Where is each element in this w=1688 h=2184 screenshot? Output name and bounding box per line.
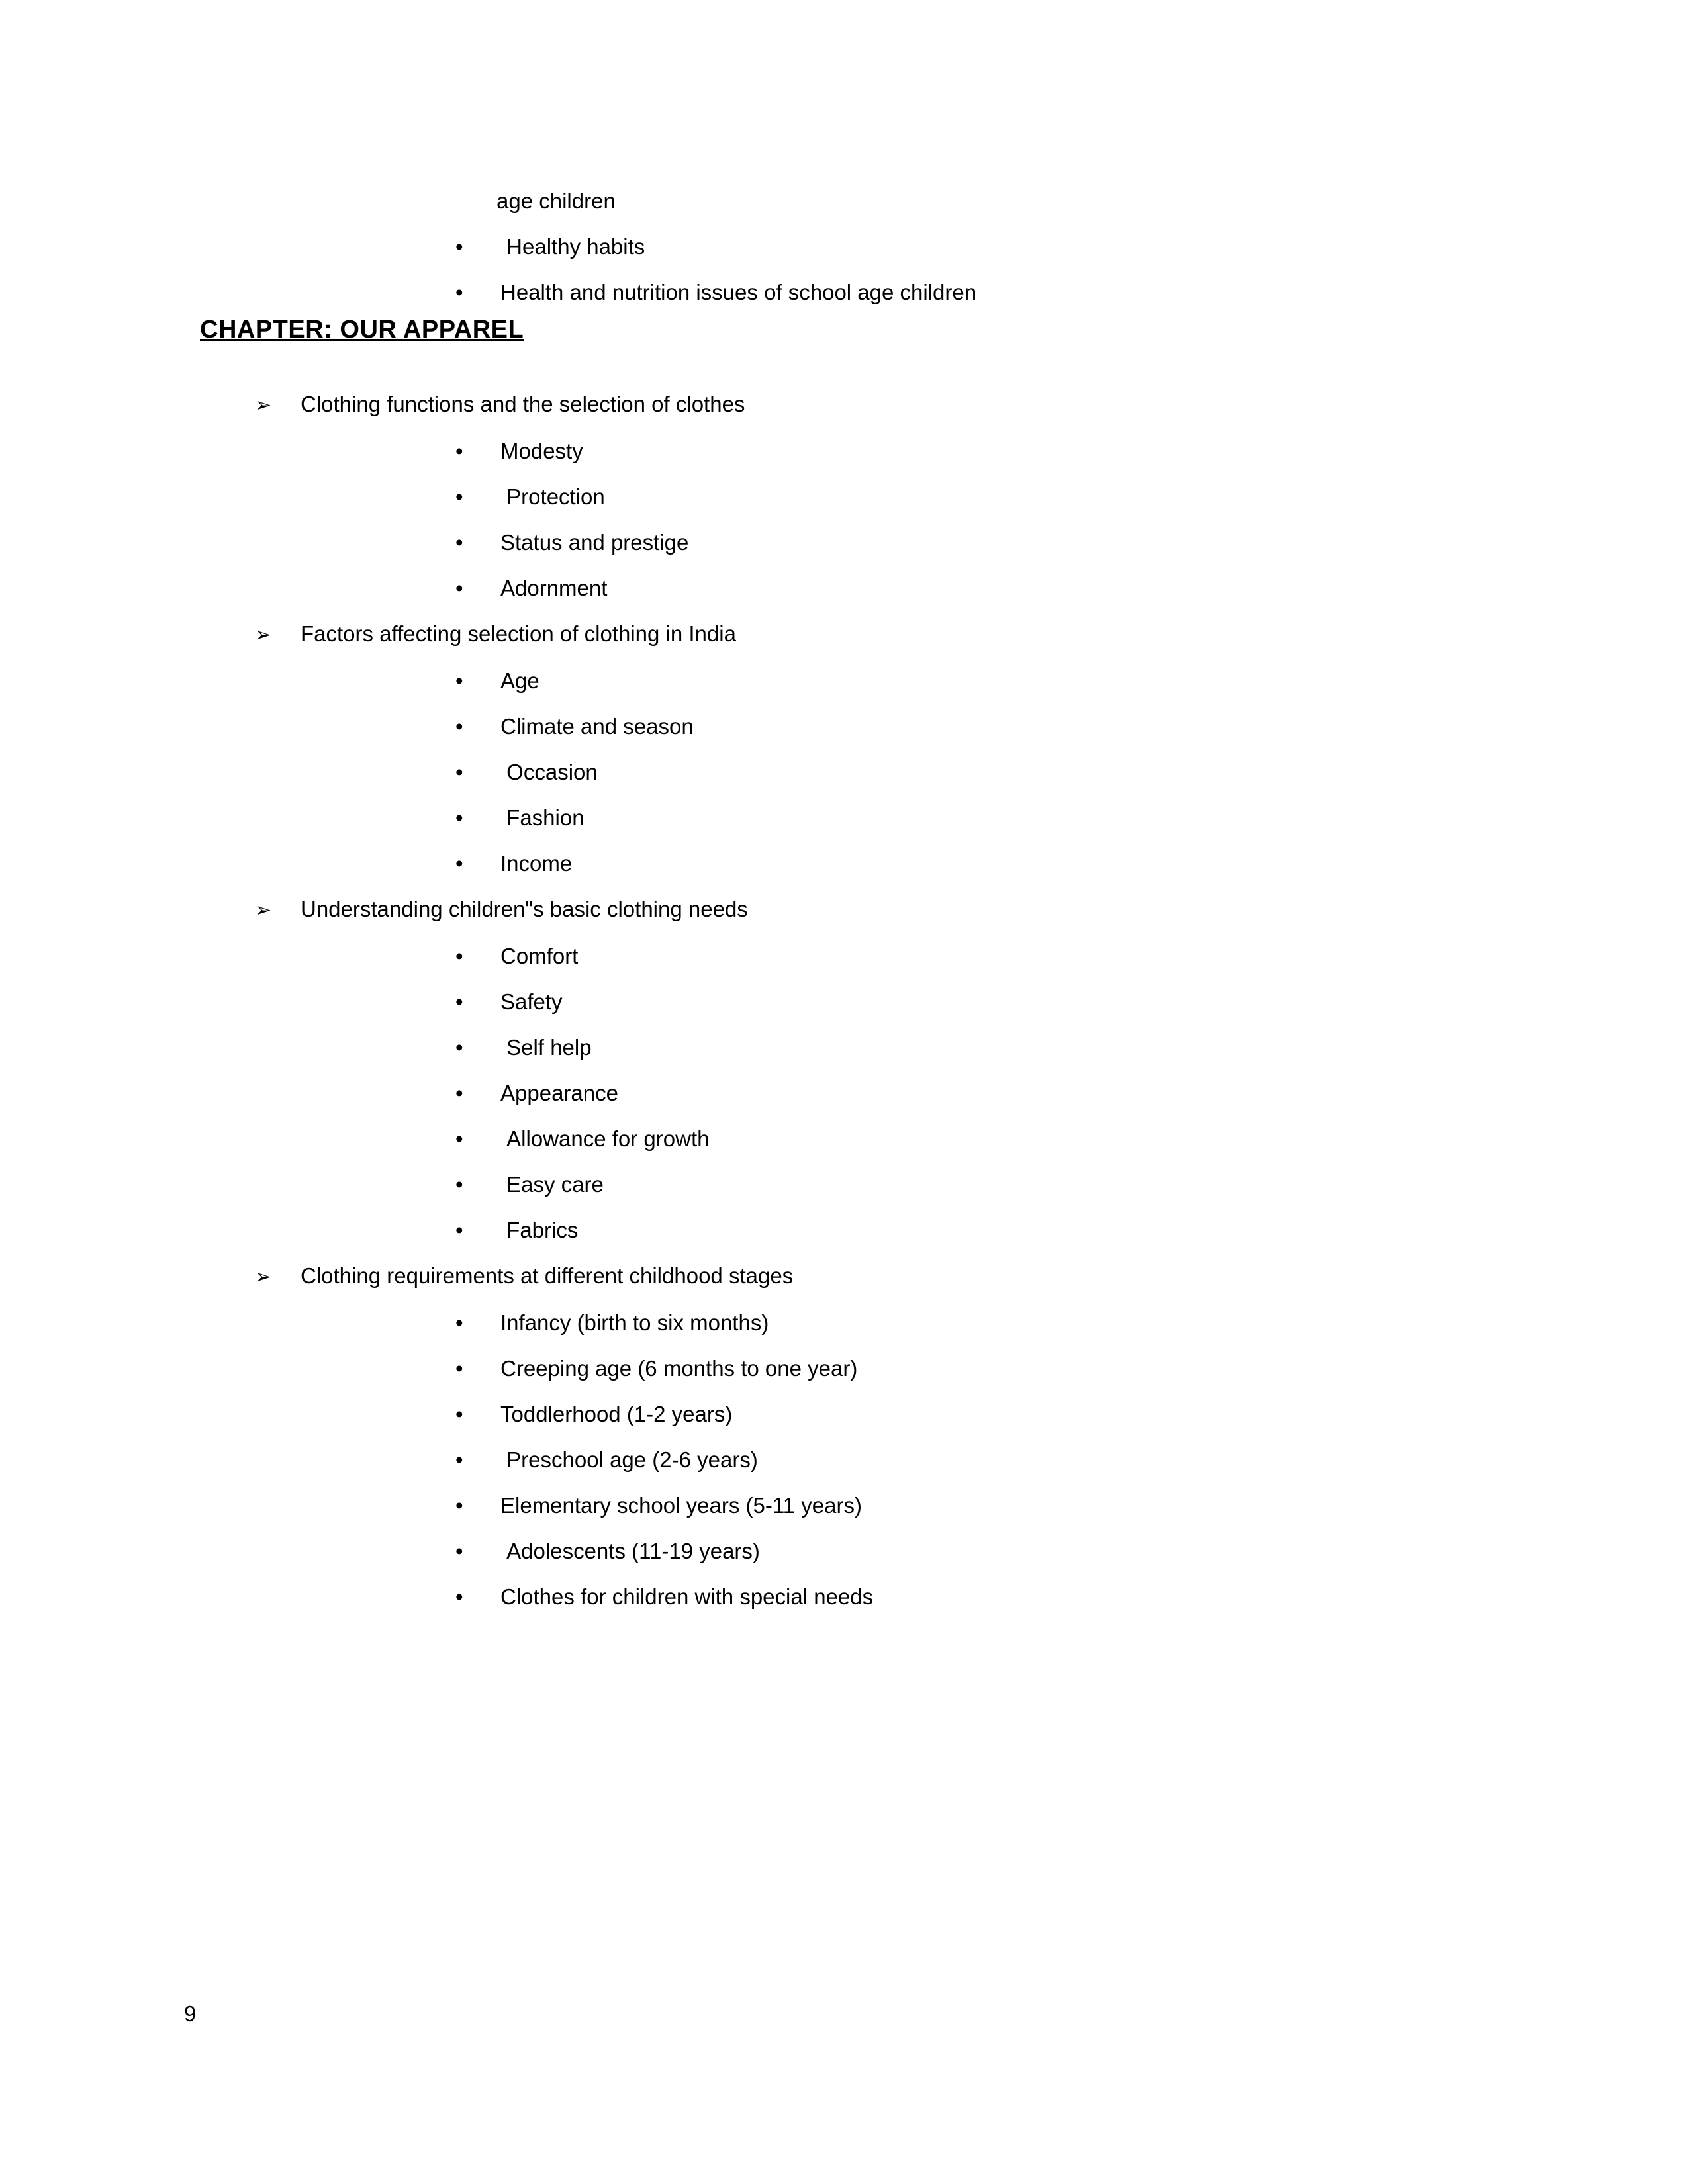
bullet-icon: • <box>455 530 463 555</box>
bullet-icon: • <box>455 1218 463 1242</box>
bullet-item <box>200 474 1557 520</box>
bullet-item-label: Fashion <box>500 805 585 830</box>
arrow-bullet-icon: ➢ <box>255 1266 272 1288</box>
bullet-icon: • <box>455 1402 463 1426</box>
bullet-item-label: Elementary school years (5-11 years) <box>500 1493 862 1518</box>
bullet-item-label: Creeping age (6 months to one year) <box>500 1356 858 1381</box>
bullet-item-label: Easy care <box>500 1172 604 1197</box>
outline-section <box>200 381 1557 611</box>
bullet-icon: • <box>455 760 463 784</box>
bullet-item-label: Adolescents (11-19 years) <box>500 1539 760 1563</box>
bullet-item <box>200 428 1557 474</box>
bullet-item-label: Self help <box>500 1035 592 1060</box>
bullet-icon: • <box>455 1310 463 1335</box>
arrow-bullet-icon: ➢ <box>255 899 272 921</box>
bullet-icon: • <box>455 576 463 600</box>
bullet-icon: • <box>455 1539 463 1563</box>
bullet-item <box>200 658 1557 704</box>
bullet-icon: • <box>455 668 463 693</box>
bullet-item-label: Modesty <box>500 439 583 463</box>
section-title: Clothing functions and the selection of clothes <box>301 392 745 416</box>
bullet-item <box>200 979 1557 1024</box>
bullet-item <box>200 1482 1557 1528</box>
bullet-item <box>200 1574 1557 1619</box>
section-bullet-list <box>200 428 1557 611</box>
bullet-item <box>200 1207 1557 1253</box>
bullet-item-label: Comfort <box>500 944 579 968</box>
bullet-item <box>200 841 1557 886</box>
bullet-item-label: Clothes for children with special needs <box>500 1584 874 1609</box>
bullet-icon: • <box>455 805 463 830</box>
section-bullet-list <box>200 658 1557 886</box>
bullet-item <box>200 1161 1557 1207</box>
bullet-item <box>200 1300 1557 1345</box>
bullet-item <box>200 1437 1557 1482</box>
bullet-item <box>200 1024 1557 1070</box>
bullet-item <box>200 704 1557 749</box>
bullet-item-label: Adornment <box>500 576 608 600</box>
bullet-icon: • <box>455 439 463 463</box>
bullet-item-label: Toddlerhood (1-2 years) <box>500 1402 733 1426</box>
bullet-item-label: Allowance for growth <box>500 1126 710 1151</box>
outline-section <box>200 886 1557 1253</box>
chapter-heading: CHAPTER: OUR APPAREL <box>200 316 524 343</box>
continuation-text: age children <box>496 189 616 213</box>
section-bullet-list <box>200 1300 1557 1619</box>
section-title-line <box>200 611 1557 658</box>
bullet-item <box>200 749 1557 795</box>
bullet-item <box>200 565 1557 611</box>
bullet-item <box>200 224 1557 269</box>
bullet-icon: • <box>455 1584 463 1609</box>
bullet-item-label: Preschool age (2-6 years) <box>500 1447 758 1472</box>
bullet-icon: • <box>455 989 463 1014</box>
bullet-item-label: Climate and season <box>500 714 694 739</box>
section-title: Understanding children"s basic clothing needs <box>301 897 748 921</box>
section-title-line <box>200 1253 1557 1300</box>
section-bullet-list <box>200 933 1557 1253</box>
bullet-item-label: Occasion <box>500 760 598 784</box>
arrow-bullet-icon: ➢ <box>255 624 272 646</box>
bullet-icon: • <box>455 280 463 304</box>
bullet-icon: • <box>455 1035 463 1060</box>
intro-bullet-list <box>200 224 1557 315</box>
bullet-item-label: Infancy (birth to six months) <box>500 1310 769 1335</box>
bullet-icon: • <box>455 484 463 509</box>
outline-section <box>200 611 1557 886</box>
bullet-item <box>200 1070 1557 1116</box>
arrow-bullet-icon: ➢ <box>255 394 272 416</box>
bullet-item <box>200 795 1557 841</box>
bullet-item-label: Age <box>500 668 539 693</box>
bullet-icon: • <box>455 1126 463 1151</box>
bullet-icon: • <box>455 1447 463 1472</box>
bullet-item-label: Safety <box>500 989 563 1014</box>
bullet-item-label: Protection <box>500 484 605 509</box>
bullet-item <box>200 1116 1557 1161</box>
bullet-item-label: Appearance <box>500 1081 618 1105</box>
outline-section <box>200 1253 1557 1619</box>
bullet-item-label: Fabrics <box>500 1218 579 1242</box>
bullet-icon: • <box>455 714 463 739</box>
bullet-item <box>200 933 1557 979</box>
bullet-icon: • <box>455 851 463 876</box>
section-title-line <box>200 381 1557 428</box>
bullet-item-label: Income <box>500 851 573 876</box>
bullet-item <box>200 1528 1557 1574</box>
section-title: Clothing requirements at different childhood stages <box>301 1263 794 1288</box>
bullet-icon: • <box>455 1172 463 1197</box>
section-title: Factors affecting selection of clothing in India <box>301 621 736 646</box>
bullet-item-label: Healthy habits <box>500 234 645 259</box>
bullet-item <box>200 1345 1557 1391</box>
bullet-icon: • <box>455 1356 463 1381</box>
bullet-icon: • <box>455 234 463 259</box>
bullet-item <box>200 1391 1557 1437</box>
bullet-icon: • <box>455 944 463 968</box>
bullet-item-label: Status and prestige <box>500 530 689 555</box>
bullet-item <box>200 520 1557 565</box>
bullet-icon: • <box>455 1493 463 1518</box>
section-title-line <box>200 886 1557 933</box>
chapter-outline <box>200 178 1557 1619</box>
bullet-item-label: Health and nutrition issues of school age children <box>500 280 977 304</box>
page-number: 9 <box>184 2001 197 2026</box>
sections <box>200 381 1557 1619</box>
bullet-icon: • <box>455 1081 463 1105</box>
